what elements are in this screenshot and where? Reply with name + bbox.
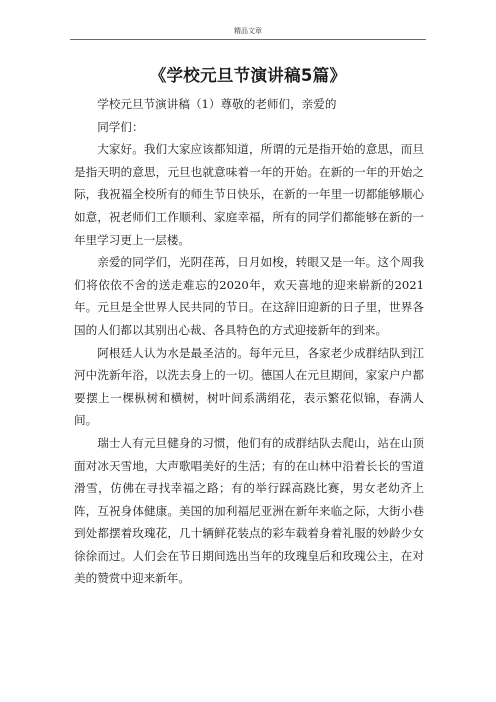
header-label: 精品文章 [234, 27, 262, 35]
paragraph: 阿根廷人认为水是最圣洁的。每年元旦，各家老少成群结队到江河中洗新年浴，以洗去身上的一切。德国人在元旦期间，家家户户都要摆上一棵枞树和横树，树叶间系满绢花，表示繁花似锦，春满人间。 [74, 345, 424, 428]
document-title: 《学校元旦节演讲稿5篇》 [149, 66, 347, 85]
paragraph: 同学们： [97, 119, 144, 134]
header-divider [70, 39, 426, 40]
paragraph: 亲爱的同学们，光阴荏苒，日月如梭，转眼又是一年。这个周我们将依依不舍的送走难忘的2020年，欢天喜地的迎来崭新的2021年。元旦是全世界人民共同的节日。在这辞旧迎新的日子里，世界各国的人们都以其别出心裁、各具特色的方式迎接新年的到来。 [74, 255, 424, 337]
paragraph: 大家好。我们大家应该都知道，所谓的元是指开始的意思，而旦是指天明的意思，元旦也就意味着一年的开始。在新的一年的开始之际，我祝福全校所有的师生节日快乐，在新的一年里一切都能够顺心如意，祝老师们工作顺利、家庭幸福，所有的同学们都能够在新的一年里学习更上一层楼。 [74, 142, 424, 247]
document-body [74, 93, 424, 590]
page-header [0, 0, 496, 48]
paragraph: 学校元旦节演讲稿（1）尊敬的老师们，亲爱的 [97, 97, 337, 111]
paragraph: 瑞士人有元旦健身的习惯，他们有的成群结队去爬山，站在山顶面对冰天雪地，大声歌唱美好的生活；有的在山林中沿着长长的雪道滑雪，仿佛在寻找幸福之路；有的举行踩高跷比赛，男女老幼齐上阵，互祝身体健康。美国的加利福尼亚洲在新年来临之际，大街小巷到处都摆着玫瑰花，几十辆鲜花装点的彩车载着身着礼服的妙龄少女徐徐而过。人们会在节日期间选出当年的玫瑰皇后和玫瑰公主，在对美的赞赏中迎来新年。 [74, 435, 424, 586]
